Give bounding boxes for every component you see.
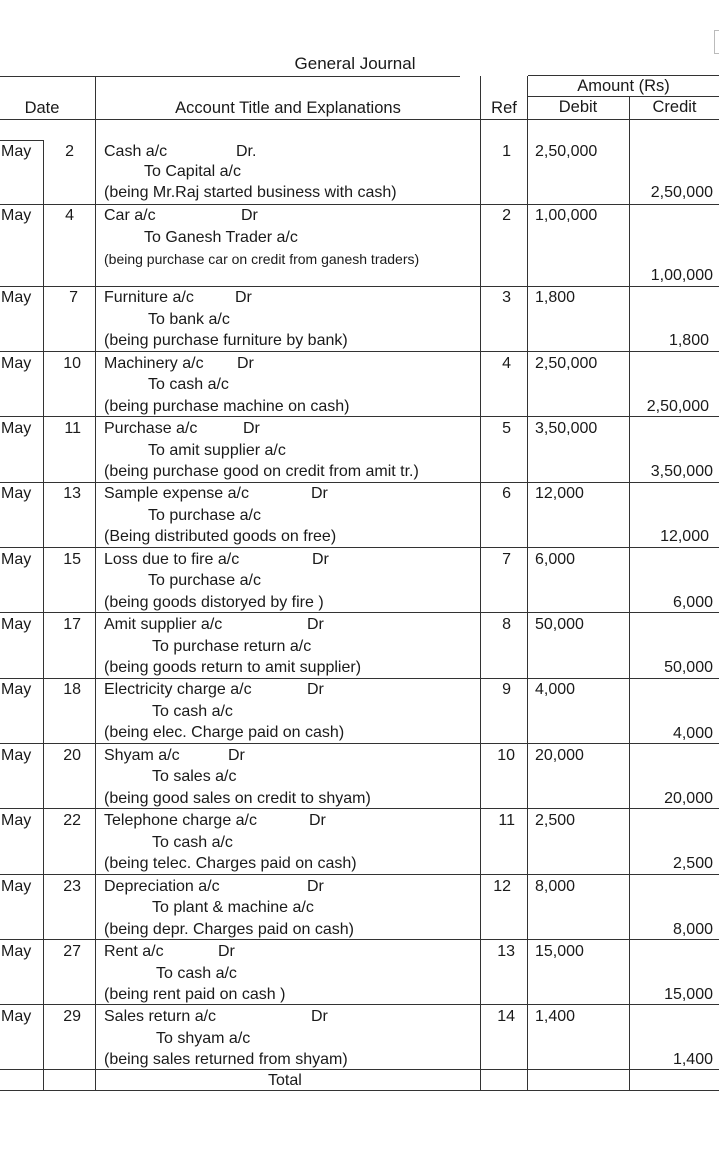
entry-credit-account: To cash a/c	[148, 376, 229, 393]
entry-debit-account: Sample expense a/c	[104, 485, 249, 502]
entry-credit-account: To Ganesh Trader a/c	[144, 229, 298, 246]
entry-ref: 12	[493, 878, 511, 895]
header-debit: Debit	[558, 98, 598, 116]
entry-credit-account: To sales a/c	[152, 768, 237, 785]
entry-credit-amount: 50,000	[664, 659, 713, 676]
entry-narration: (being goods distoryed by fire )	[104, 594, 324, 611]
entry-debit-account: Car a/c	[104, 207, 156, 224]
entry-debit-amount: 8,000	[535, 878, 576, 895]
entry-narration: (being purchase car on credit from ganesh traders)	[104, 251, 420, 267]
entry-credit-account: To cash a/c	[152, 834, 233, 851]
entry-credit-account: To purchase return a/c	[152, 638, 312, 655]
entry-dr-label: Dr	[312, 551, 329, 568]
header-bottom-line	[0, 119, 719, 120]
entry-credit-amount: 1,00,000	[650, 267, 713, 284]
entry-ref: 2	[502, 207, 511, 224]
entry-month: May	[1, 681, 32, 698]
entry-credit-amount: 3,50,000	[650, 463, 713, 480]
entry-ref: 13	[497, 943, 515, 960]
entry-month: May	[1, 878, 32, 895]
entry-narration: (being goods return to amit supplier)	[104, 659, 362, 676]
entry-dr-label: Dr	[237, 355, 254, 372]
entry-narration: (Being distributed goods on free)	[104, 528, 337, 545]
row-separator	[0, 874, 719, 875]
entry-dr-label: Dr.	[236, 143, 257, 160]
entry-dr-label: Dr	[228, 747, 245, 764]
entry-credit-account: To cash a/c	[156, 965, 237, 982]
entry-debit-amount: 1,00,000	[535, 207, 598, 224]
entry-dr-label: Dr	[218, 943, 235, 960]
entry-credit-account: To Capital a/c	[144, 163, 241, 180]
entry-month: May	[1, 943, 32, 960]
entry-narration: (being telec. Charges paid on cash)	[104, 855, 357, 872]
entry-narration: (being purchase machine on cash)	[104, 398, 350, 415]
amount-top-line	[528, 75, 719, 76]
entry-debit-amount: 15,000	[535, 943, 584, 960]
amount-split-line	[528, 96, 719, 97]
entry-dr-label: Dr	[307, 616, 324, 633]
entry-day: 18	[63, 681, 81, 698]
entry-debit-account: Rent a/c	[104, 943, 164, 960]
entry-day: 10	[63, 355, 81, 372]
header-ref: Ref	[491, 99, 517, 117]
entry-ref: 6	[502, 485, 511, 502]
entry-debit-amount: 6,000	[535, 551, 576, 568]
entry-day: 15	[63, 551, 81, 568]
entry-month: May	[1, 485, 32, 502]
entry-debit-amount: 1,800	[535, 289, 576, 306]
entry-credit-account: To amit supplier a/c	[148, 442, 286, 459]
entry-month: May	[1, 616, 32, 633]
entry-credit-account: To purchase a/c	[148, 507, 261, 524]
header-top-line	[0, 76, 460, 77]
entry-day: 2	[65, 143, 74, 160]
entry-dr-label: Dr	[311, 1008, 328, 1025]
entry-day: 4	[65, 207, 74, 224]
entry-debit-account: Furniture a/c	[104, 289, 194, 306]
entry-credit-amount: 8,000	[672, 921, 713, 938]
entry-debit-account: Purchase a/c	[104, 420, 198, 437]
entry-credit-amount: 15,000	[664, 986, 713, 1003]
entry-month: May	[1, 207, 32, 224]
entry-ref: 14	[497, 1008, 515, 1025]
entry-debit-account: Machinery a/c	[104, 355, 204, 372]
entry-ref: 3	[502, 289, 511, 306]
entry-month: May	[1, 747, 32, 764]
entry-credit-amount: 12,000	[660, 528, 709, 545]
col-line-debit	[527, 76, 528, 1090]
entry-debit-amount: 4,000	[535, 681, 576, 698]
entry-month: May	[1, 1008, 32, 1025]
header-account: Account Title and Explanations	[175, 99, 401, 117]
entry-debit-amount: 1,400	[535, 1008, 576, 1025]
row-separator	[0, 286, 719, 287]
entry-narration: (being purchase furniture by bank)	[104, 332, 348, 349]
entry-debit-account: Depreciation a/c	[104, 878, 220, 895]
header-date: Date	[24, 99, 60, 117]
entry-debit-amount: 2,500	[535, 812, 576, 829]
entry-debit-amount: 50,000	[535, 616, 584, 633]
entry-credit-amount: 2,50,000	[650, 184, 713, 201]
entry-narration: (being purchase good on credit from amit tr.)	[104, 463, 419, 480]
entry-credit-account: To plant & machine a/c	[152, 899, 314, 916]
entry-debit-amount: 2,50,000	[535, 355, 598, 372]
row-separator	[0, 743, 719, 744]
entry-ref: 9	[502, 681, 511, 698]
total-label: Total	[268, 1072, 302, 1089]
entry-credit-account: To shyam a/c	[156, 1030, 251, 1047]
row-separator	[0, 204, 719, 205]
entry-narration: (being sales returned from shyam)	[104, 1051, 348, 1068]
entry-day: 23	[63, 878, 81, 895]
row-separator	[0, 547, 719, 548]
row-separator	[0, 351, 719, 352]
entry-day: 13	[63, 485, 81, 502]
entry-ref: 4	[502, 355, 511, 372]
entry-debit-amount: 12,000	[535, 485, 584, 502]
entry-debit-account: Loss due to fire a/c	[104, 551, 240, 568]
entry-credit-account: To purchase a/c	[148, 572, 261, 589]
entry-day: 20	[63, 747, 81, 764]
entry-narration: (being elec. Charge paid on cash)	[104, 724, 345, 741]
entry-ref: 10	[497, 747, 515, 764]
entry-credit-account: To bank a/c	[148, 311, 230, 328]
entry-debit-account: Sales return a/c	[104, 1008, 217, 1025]
entry-debit-account: Amit supplier a/c	[104, 616, 223, 633]
entry-narration: (being rent paid on cash )	[104, 986, 286, 1003]
row-separator	[0, 140, 44, 141]
journal-title: General Journal	[294, 54, 416, 73]
entry-debit-amount: 3,50,000	[535, 420, 598, 437]
entry-day: 22	[63, 812, 81, 829]
entry-day: 27	[63, 943, 81, 960]
entry-dr-label: Dr	[243, 420, 260, 437]
entry-credit-amount: 2,500	[672, 855, 713, 872]
entry-debit-amount: 20,000	[535, 747, 584, 764]
entry-narration: (being depr. Charges paid on cash)	[104, 921, 354, 938]
entry-dr-label: Dr	[311, 485, 328, 502]
header-amount: Amount (Rs)	[577, 77, 670, 95]
entry-day: 29	[63, 1008, 81, 1025]
entry-narration: (being good sales on credit to shyam)	[104, 790, 371, 807]
entry-debit-account: Shyam a/c	[104, 747, 180, 764]
entry-debit-account: Cash a/c	[104, 143, 168, 160]
entry-credit-amount: 1,800	[668, 332, 709, 349]
entry-credit-amount: 6,000	[672, 594, 713, 611]
entry-month: May	[1, 420, 32, 437]
entry-day: 17	[63, 616, 81, 633]
entry-month: May	[1, 355, 32, 372]
entry-month: May	[1, 812, 32, 829]
entry-dr-label: Dr	[307, 681, 324, 698]
entry-debit-account: Electricity charge a/c	[104, 681, 252, 698]
entry-ref: 8	[502, 616, 511, 633]
entry-credit-amount: 2,50,000	[646, 398, 709, 415]
entry-debit-account: Telephone charge a/c	[104, 812, 257, 829]
row-separator	[0, 482, 719, 483]
entry-ref: 5	[502, 420, 511, 437]
entry-month: May	[1, 289, 32, 306]
entry-ref: 7	[502, 551, 511, 568]
entry-debit-amount: 2,50,000	[535, 143, 598, 160]
row-separator	[0, 678, 719, 679]
entry-ref: 11	[498, 812, 515, 829]
entry-dr-label: Dr	[307, 878, 324, 895]
entry-day: 7	[69, 289, 78, 306]
entry-credit-amount: 1,400	[672, 1051, 713, 1068]
entry-day: 11	[64, 420, 81, 437]
col-line-account	[95, 76, 96, 1090]
table-bottom-line	[0, 1090, 719, 1091]
entry-dr-label: Dr	[241, 207, 258, 224]
entry-credit-amount: 20,000	[664, 790, 713, 807]
entry-narration: (being Mr.Raj started business with cash)	[104, 184, 397, 201]
entry-ref: 1	[502, 143, 511, 160]
entry-dr-label: Dr	[235, 289, 252, 306]
entry-month: May	[1, 551, 32, 568]
entry-month: May	[1, 143, 32, 160]
page-edge-mark	[714, 30, 719, 54]
col-line-ref	[480, 76, 481, 1090]
entry-credit-account: To cash a/c	[152, 703, 233, 720]
header-credit: Credit	[652, 98, 697, 116]
entry-credit-amount: 4,000	[672, 725, 713, 742]
entry-dr-label: Dr	[309, 812, 326, 829]
